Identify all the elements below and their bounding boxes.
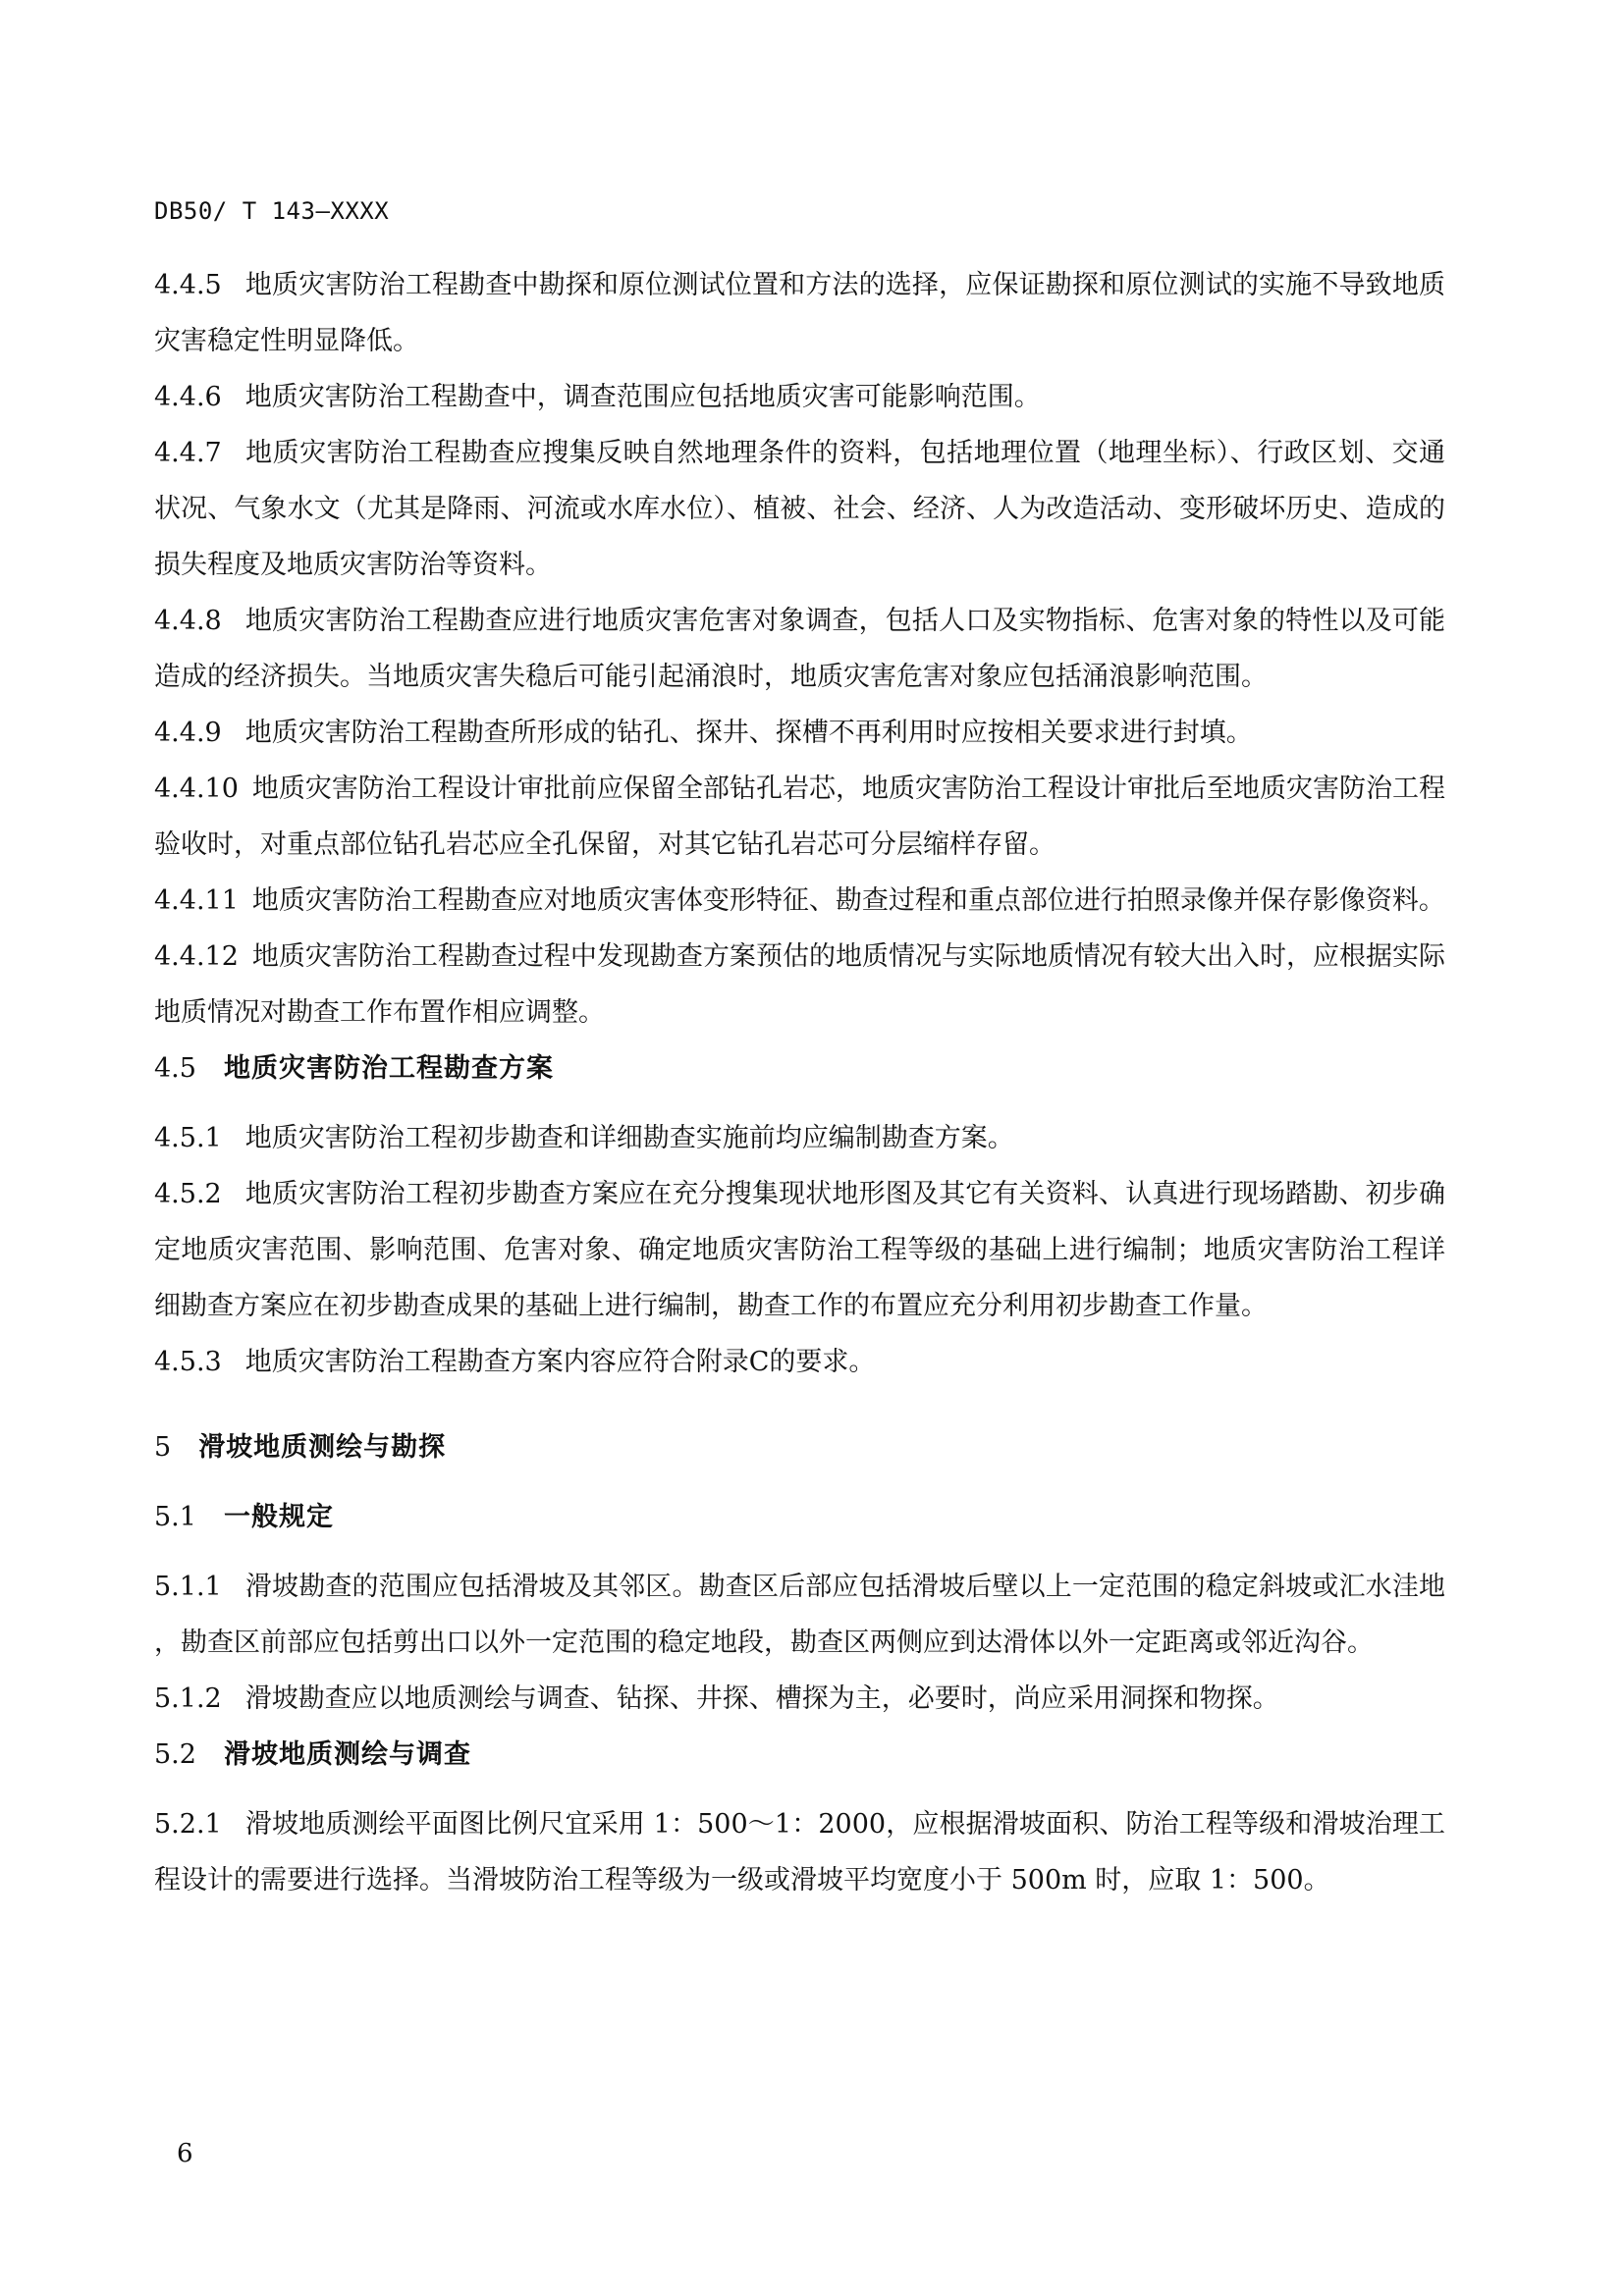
section-title: 地质灾害防治工程勘查方案 <box>223 1053 554 1084</box>
clause-4-5-3 <box>154 1334 1445 1390</box>
clause-number: 4.4.7 <box>154 438 222 468</box>
clause-5-1-2 <box>154 1671 1445 1727</box>
clause-number: 4.4.10 <box>154 774 239 804</box>
clause-number: 5.2.1 <box>154 1809 222 1840</box>
clause-5-2-1 <box>154 1796 1445 1908</box>
clause-text: 地质灾害防治工程勘查应进行地质灾害危害对象调查，包括人口及实物指标、危害对象的特性以及可能造成的经济损失。当地质灾害失稳后可能引起涌浪时，地质灾害危害对象应包括涌浪影响范围。 <box>154 606 1445 692</box>
clause-text: 地质灾害防治工程设计审批前应保留全部钻孔岩芯，地质灾害防治工程设计审批后至地质灾害防治工程验收时，对重点部位钻孔岩芯应全孔保留，对其它钻孔岩芯可分层缩样存留。 <box>154 774 1445 860</box>
clause-4-4-10 <box>154 761 1445 873</box>
clause-number: 4.4.9 <box>154 718 222 748</box>
clause-text: 滑坡勘查的范围应包括滑坡及其邻区。勘查区后部应包括滑坡后壁以上一定范围的稳定斜坡或汇水洼地，勘查区前部应包括剪出口以外一定范围的稳定地段，勘查区两侧应到达滑体以外一定距离或邻近沟谷。 <box>154 1572 1445 1658</box>
clause-4-4-11 <box>154 873 1445 929</box>
section-title: 滑坡地质测绘与调查 <box>223 1739 471 1770</box>
clause-4-4-8 <box>154 593 1445 705</box>
section-number: 5.2 <box>154 1739 196 1770</box>
clause-4-4-5 <box>154 257 1445 369</box>
clause-4-4-7 <box>154 425 1445 593</box>
clause-4-4-9 <box>154 705 1445 761</box>
clause-number: 4.5.2 <box>154 1179 222 1209</box>
clause-text: 地质灾害防治工程勘查应对地质灾害体变形特征、勘查过程和重点部位进行拍照录像并保存影像资料。 <box>251 885 1445 916</box>
clause-4-4-12 <box>154 929 1445 1041</box>
page-number: 6 <box>177 2139 193 2168</box>
section-heading-4-5 <box>154 1041 1445 1096</box>
section-title: 一般规定 <box>223 1502 334 1532</box>
chapter-title: 滑坡地质测绘与勘探 <box>198 1432 447 1463</box>
clause-5-1-1 <box>154 1559 1445 1671</box>
clause-number: 4.4.12 <box>154 941 239 972</box>
clause-number: 4.5.3 <box>154 1347 222 1377</box>
section-number: 4.5 <box>154 1053 196 1084</box>
clause-number: 4.4.8 <box>154 606 222 636</box>
clause-text: 地质灾害防治工程勘查所形成的钻孔、探井、探槽不再利用时应按相关要求进行封填。 <box>244 718 1253 748</box>
chapter-number: 5 <box>154 1432 172 1463</box>
section-heading-5-1 <box>154 1489 1445 1545</box>
clause-text: 滑坡勘查应以地质测绘与调查、钻探、井探、槽探为主，必要时，尚应采用洞探和物探。 <box>244 1683 1279 1714</box>
clause-text: 滑坡地质测绘平面图比例尺宜采用 1：500～1：2000，应根据滑坡面积、防治工程等级和滑坡治理工程设计的需要进行选择。当滑坡防治工程等级为一级或滑坡平均宽度小于 500m 时，应取 1：500。 <box>154 1809 1445 1896</box>
clause-text: 地质灾害防治工程初步勘查方案应在充分搜集现状地形图及其它有关资料、认真进行现场踏勘、初步确定地质灾害范围、影响范围、危害对象、确定地质灾害防治工程等级的基础上进行编制；地质灾害防治工程详细勘查方案应在初步勘查成果的基础上进行编制，勘查工作的布置应充分利用初步勘查工作量。 <box>154 1179 1445 1321</box>
standard-code-header: DB50/ T 143—XXXX <box>154 197 390 225</box>
clause-text: 地质灾害防治工程勘查过程中发现勘查方案预估的地质情况与实际地质情况有较大出入时，应根据实际地质情况对勘查工作布置作相应调整。 <box>154 941 1445 1028</box>
clause-number: 4.5.1 <box>154 1123 222 1153</box>
clause-text: 地质灾害防治工程勘查中勘探和原位测试位置和方法的选择，应保证勘探和原位测试的实施不导致地质灾害稳定性明显降低。 <box>154 270 1445 356</box>
clause-4-5-1 <box>154 1110 1445 1166</box>
clause-text: 地质灾害防治工程勘查应搜集反映自然地理条件的资料，包括地理位置（地理坐标）、行政区划、交通状况、气象水文（尤其是降雨、河流或水库水位）、植被、社会、经济、人为改造活动、变形破坏历史、造成的损失程度及地质灾害防治等资料。 <box>154 438 1445 580</box>
clause-number: 5.1.1 <box>154 1572 222 1602</box>
clause-4-5-2 <box>154 1166 1445 1334</box>
clause-text: 地质灾害防治工程勘查中，调查范围应包括地质灾害可能影响范围。 <box>244 382 1041 412</box>
clause-number: 4.4.5 <box>154 270 222 300</box>
clause-4-4-6 <box>154 369 1445 425</box>
document-body <box>154 257 1445 1908</box>
section-number: 5.1 <box>154 1502 196 1532</box>
section-heading-5-2 <box>154 1727 1445 1783</box>
clause-text: 地质灾害防治工程勘查方案内容应符合附录C的要求。 <box>244 1347 876 1377</box>
clause-number: 5.1.2 <box>154 1683 222 1714</box>
clause-number: 4.4.11 <box>154 885 239 916</box>
chapter-heading-5 <box>154 1419 1445 1475</box>
clause-text: 地质灾害防治工程初步勘查和详细勘查实施前均应编制勘查方案。 <box>244 1123 1014 1153</box>
clause-number: 4.4.6 <box>154 382 222 412</box>
